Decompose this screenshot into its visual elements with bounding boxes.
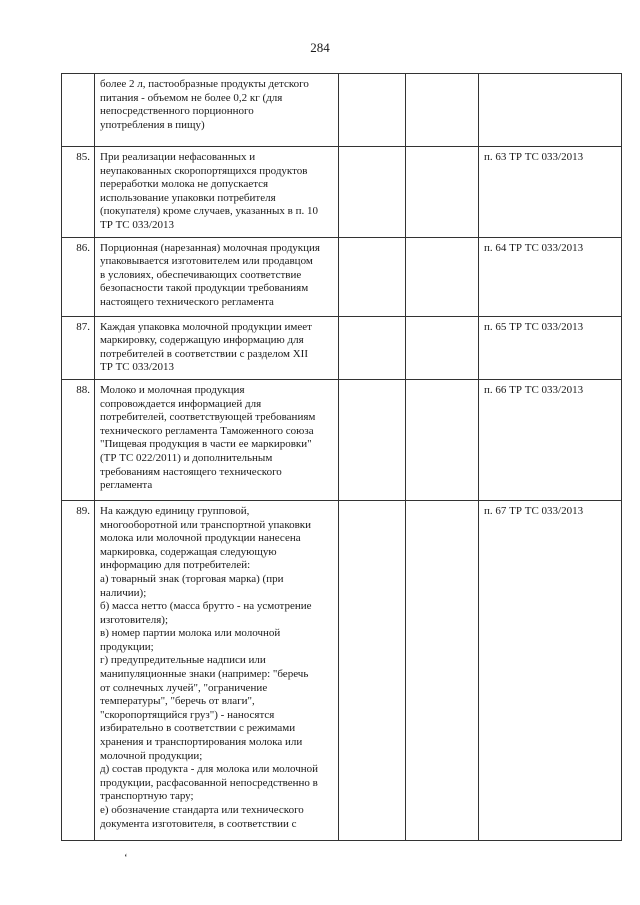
page-number: 284 — [310, 40, 330, 55]
text-line: температуры", "беречь от влаги", — [100, 695, 255, 708]
empty-cell — [339, 379, 406, 500]
text-line: а) товарный знак (торговая марка) (при — [100, 572, 284, 585]
empty-cell — [406, 316, 479, 379]
table-row — [62, 237, 622, 316]
requirements-table — [61, 73, 622, 841]
text-line: сопровождается информацией для — [100, 397, 262, 410]
stray-mark: ʻ — [124, 852, 128, 864]
text-line: избирательно в соответствии с режимами — [100, 722, 296, 735]
text-line: технического регламента Таможенного союза — [100, 424, 314, 437]
item-number: 89. — [62, 500, 95, 840]
text-line: настоящего технического регламента — [100, 295, 274, 308]
text-line: е) обозначение стандарта или технического — [100, 804, 304, 816]
text-line: безопасности такой продукции требованиям — [100, 282, 309, 295]
table-row — [62, 500, 622, 840]
text-line: в условиях, обеспечивающих соответствие — [100, 268, 302, 281]
text-line: маркировка, содержащая следующую — [100, 545, 277, 558]
regulation-reference: п. 67 ТР ТС 033/2013 — [479, 500, 622, 840]
text-line: наличии); — [100, 586, 147, 599]
empty-cell — [339, 500, 406, 840]
text-line: На каждую единицу групповой, — [100, 504, 250, 517]
text-line: молока или молочной продукции нанесена — [100, 532, 301, 545]
requirement-text — [95, 147, 339, 238]
text-line: многооборотной или транспортной упаковки — [100, 518, 312, 531]
regulation-reference: п. 66 ТР ТС 033/2013 — [479, 379, 622, 500]
item-number: 85. — [62, 147, 95, 238]
text-line: продукции, расфасованной непосредственно в — [100, 776, 318, 789]
requirement-text — [95, 237, 339, 316]
text-line: в) номер партии молока или молочной — [100, 627, 281, 640]
text-line: Молоко и молочная продукция — [100, 383, 245, 396]
empty-cell — [406, 500, 479, 840]
text-line: потребителей в соответствии с разделом XII — [100, 347, 308, 360]
text-line: ТР ТС 033/2013 — [100, 361, 174, 374]
text-line: хранения и транспортирования молока или — [100, 736, 303, 749]
text-line: использование упаковки потребителя — [100, 191, 276, 204]
regulation-reference — [479, 74, 622, 147]
text-line: молочной продукции; — [100, 749, 203, 762]
empty-cell — [406, 379, 479, 500]
table-body — [62, 74, 622, 841]
text-line: манипуляционные знаки (например: "беречь — [100, 668, 309, 681]
text-line: (ТР ТС 022/2011) и дополнительным — [100, 451, 273, 464]
text-line: информацию для потребителей: — [100, 559, 251, 572]
text-line: При реализации нефасованных и — [100, 151, 256, 163]
text-line: непосредственного порционного — [100, 105, 254, 118]
text-line: продукции; — [100, 640, 154, 653]
regulation-reference: п. 63 ТР ТС 033/2013 — [479, 147, 622, 238]
text-line: б) масса нетто (масса брутто - на усмотрение — [100, 600, 312, 613]
text-line: г) предупредительные надписи или — [100, 654, 266, 667]
table-row — [62, 74, 622, 147]
text-line: транспортную тару; — [100, 790, 194, 803]
requirement-text — [95, 379, 339, 500]
text-line: более 2 л, пастообразные продукты детского — [100, 78, 309, 90]
text-line: Порционная (нарезанная) молочная продукция — [100, 241, 320, 254]
empty-cell — [406, 74, 479, 147]
text-line: маркировку, содержащую информацию для — [100, 334, 304, 347]
text-line: регламента — [100, 479, 153, 492]
empty-cell — [339, 147, 406, 238]
text-line: употребления в пищу) — [100, 118, 205, 131]
empty-cell — [339, 74, 406, 147]
empty-cell — [339, 237, 406, 316]
item-number: 87. — [62, 316, 95, 379]
text-line: д) состав продукта - для молока или молочной — [100, 763, 319, 776]
item-number — [62, 74, 95, 147]
regulation-reference: п. 65 ТР ТС 033/2013 — [479, 316, 622, 379]
regulation-reference: п. 64 ТР ТС 033/2013 — [479, 237, 622, 316]
item-number: 86. — [62, 237, 95, 316]
text-line: "Пищевая продукция в части ее маркировки" — [100, 438, 312, 451]
requirement-text — [95, 500, 339, 840]
requirement-text — [95, 316, 339, 379]
text-line: потребителей, соответствующей требованиям — [100, 411, 316, 424]
text-line: документа изготовителя, в соответствии с — [100, 817, 297, 830]
text-line: "скоропортящийся груз") - наносятся — [100, 708, 275, 721]
text-line: упаковывается изготовителем или продавцом — [100, 255, 313, 268]
requirement-text — [95, 74, 339, 147]
item-number: 88. — [62, 379, 95, 500]
text-line: ТР ТС 033/2013 — [100, 218, 174, 231]
table-row — [62, 379, 622, 500]
empty-cell — [406, 237, 479, 316]
table-row — [62, 316, 622, 379]
text-line: питания - объемом не более 0,2 кг (для — [100, 91, 283, 104]
text-line: от солнечных лучей", "ограничение — [100, 681, 268, 694]
text-line: (покупателя) кроме случаев, указанных в п. 10 — [100, 205, 318, 218]
text-line: требованиям настоящего технического — [100, 465, 282, 478]
empty-cell — [339, 316, 406, 379]
text-line: переработки молока не допускается — [100, 178, 269, 191]
table-row — [62, 147, 622, 238]
empty-cell — [406, 147, 479, 238]
text-line: неупакованных скоропортящихся продуктов — [100, 164, 308, 177]
text-line: Каждая упаковка молочной продукции имеет — [100, 320, 312, 333]
text-line: изготовителя); — [100, 613, 169, 626]
